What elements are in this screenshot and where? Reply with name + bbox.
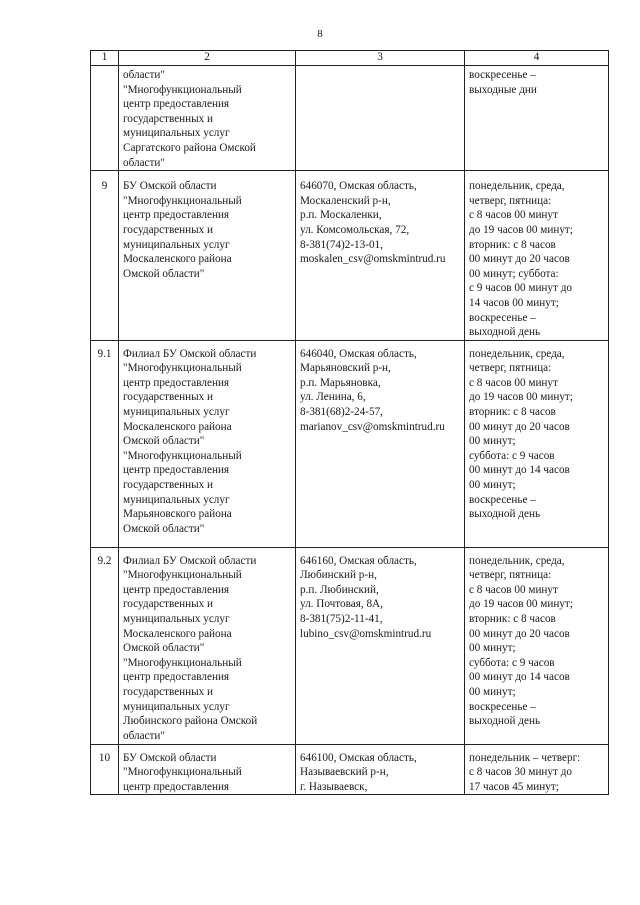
cell-line: выходной день	[469, 326, 541, 339]
row-number: 9.2	[91, 547, 119, 744]
cell-line: области"	[123, 729, 165, 742]
organization-name	[119, 66, 296, 171]
cell-line: 00 минут до 20 часов	[469, 253, 570, 266]
cell-line: Саргатского района Омской	[123, 141, 256, 154]
cell-line: "Многофункциональный	[123, 766, 242, 779]
cell-line: воскресенье –	[469, 69, 536, 81]
organization-name	[119, 744, 296, 795]
cell-line: до 19 часов 00 минут;	[469, 598, 573, 611]
cell-line: муниципальных услуг	[123, 613, 230, 626]
cell-line: Омской области"	[123, 642, 205, 655]
cell-line: 646040, Омская область,	[300, 347, 417, 360]
cell-line: 00 минут до 20 часов	[469, 420, 570, 433]
cell-line: БУ Омской области	[123, 751, 217, 764]
address-contacts	[296, 744, 465, 795]
cell-line: 00 минут;	[469, 435, 516, 448]
cell-line: с 8 часов 00 минут	[469, 583, 558, 596]
cell-line: понедельник, среда,	[469, 554, 565, 567]
cell-line: Называевский р-н,	[300, 766, 389, 779]
table-row	[91, 547, 609, 744]
cell-line: г. Называевск,	[300, 780, 368, 793]
cell-line: ул. Ленина, 6,	[300, 391, 366, 404]
cell-line: выходные дни	[469, 83, 537, 96]
cell-line: Москаленского района	[123, 253, 232, 266]
cell-line: суббота: с 9 часов	[469, 656, 555, 669]
cell-line: вторник: с 8 часов	[469, 238, 556, 251]
cell-line: р.п. Любинский,	[300, 583, 379, 596]
cell-line: государственных и	[123, 479, 214, 492]
row-number: 9	[91, 171, 119, 341]
cell-line: до 19 часов 00 минут;	[469, 391, 573, 404]
cell-line: Филиал БУ Омской области	[123, 554, 257, 567]
cell-line: р.п. Москаленки,	[300, 209, 382, 222]
working-hours	[465, 744, 609, 795]
cell-line: ул. Почтовая, 8А,	[300, 598, 383, 611]
cell-line: до 19 часов 00 минут;	[469, 223, 573, 236]
organization-name	[119, 171, 296, 341]
cell-line: Москаленский р-н,	[300, 194, 391, 207]
cell-line: 8-381(75)2-11-41,	[300, 613, 383, 626]
organization-name	[119, 547, 296, 744]
working-hours	[465, 66, 609, 171]
cell-line: муниципальных услуг	[123, 238, 230, 251]
cell-line: "Многофункциональный	[123, 656, 242, 669]
cell-line: с 8 часов 30 минут до	[469, 766, 572, 779]
cell-line: центр предоставления	[123, 209, 230, 222]
cell-line: 646070, Омская область,	[300, 180, 417, 193]
cell-line: четверг, пятница:	[469, 569, 552, 582]
cell-line: муниципальных услуг	[123, 493, 230, 506]
column-header-address: 3	[296, 51, 465, 66]
cell-line: 14 часов 00 минут;	[469, 296, 559, 309]
cell-line: муниципальных услуг	[123, 127, 230, 140]
working-hours	[465, 171, 609, 341]
cell-line: центр предоставления	[123, 671, 230, 684]
address-contacts	[296, 340, 465, 547]
address-contacts	[296, 171, 465, 341]
cell-line: lubino_csv@omskmintrud.ru	[300, 627, 432, 640]
cell-line: Любинский р-н,	[300, 569, 377, 582]
cell-line: выходной день	[469, 508, 541, 521]
row-number: 10	[91, 744, 119, 795]
organization-name	[119, 340, 296, 547]
table-header-row	[91, 51, 609, 66]
cell-line: 00 минут;	[469, 479, 516, 492]
cell-line: "Многофункциональный	[123, 569, 242, 582]
cell-line: с 8 часов 00 минут	[469, 209, 558, 222]
cell-line: "Многофункциональный	[123, 83, 242, 96]
table-row	[91, 744, 609, 795]
cell-line: центр предоставления	[123, 98, 230, 111]
cell-line: 00 минут до 14 часов	[469, 671, 570, 684]
cell-line: с 9 часов 00 минут до	[469, 282, 572, 295]
cell-line: выходной день	[469, 715, 541, 728]
cell-line: Омской области"	[123, 435, 205, 448]
cell-line: центр предоставления	[123, 464, 230, 477]
page-number: 8	[317, 28, 323, 40]
cell-line: Любинского района Омской	[123, 715, 258, 728]
cell-line: муниципальных услуг	[123, 700, 230, 713]
working-hours	[465, 547, 609, 744]
cell-line: четверг, пятница:	[469, 362, 552, 375]
address-contacts	[296, 66, 465, 171]
row-number: 9.1	[91, 340, 119, 547]
cell-line: 8-381(74)2-13-01,	[300, 238, 383, 251]
cell-line: 646160, Омская область,	[300, 554, 417, 567]
cell-line: вторник: с 8 часов	[469, 406, 556, 419]
address-contacts	[296, 547, 465, 744]
cell-line: четверг, пятница:	[469, 194, 552, 207]
cell-line: воскресенье –	[469, 311, 536, 324]
cell-line: 00 минут до 20 часов	[469, 627, 570, 640]
working-hours	[465, 340, 609, 547]
cell-line: центр предоставления	[123, 583, 230, 596]
cell-line: Омской области"	[123, 267, 205, 280]
cell-line: 8-381(68)2-24-57,	[300, 406, 383, 419]
cell-line: Марьяновский р-н,	[300, 362, 391, 375]
cell-line: Москаленского района	[123, 420, 232, 433]
cell-line: 646100, Омская область,	[300, 751, 417, 764]
cell-line: 00 минут до 14 часов	[469, 464, 570, 477]
cell-line: "Многофункциональный	[123, 449, 242, 462]
cell-line: государственных и	[123, 391, 214, 404]
cell-line: государственных и	[123, 598, 214, 611]
cell-line: понедельник, среда,	[469, 180, 565, 193]
cell-line: понедельник – четверг:	[469, 751, 581, 764]
table-row	[91, 340, 609, 547]
cell-line: воскресенье –	[469, 493, 536, 506]
cell-line: "Многофункциональный	[123, 362, 242, 375]
cell-line: moskalen_csv@omskmintrud.ru	[300, 253, 446, 266]
cell-line: государственных и	[123, 223, 214, 236]
cell-line: центр предоставления	[123, 376, 230, 389]
cell-line: государственных и	[123, 112, 214, 125]
cell-line: "Многофункциональный	[123, 194, 242, 207]
cell-line: области"	[123, 156, 165, 169]
cell-line: ул. Комсомольская, 72,	[300, 223, 410, 236]
cell-line: воскресенье –	[469, 700, 536, 713]
table-row	[91, 66, 609, 171]
row-number	[91, 66, 119, 171]
cell-line: БУ Омской области	[123, 180, 217, 193]
cell-line: области"	[123, 69, 165, 81]
cell-line: муниципальных услуг	[123, 406, 230, 419]
cell-line: 00 минут;	[469, 642, 516, 655]
cell-line: понедельник, среда,	[469, 347, 565, 360]
cell-line: Омской области"	[123, 522, 205, 535]
column-header-schedule: 4	[465, 51, 609, 66]
cell-line: Москаленского района	[123, 627, 232, 640]
cell-line: вторник: с 8 часов	[469, 613, 556, 626]
cell-line: государственных и	[123, 686, 214, 699]
cell-line: центр предоставления	[123, 780, 230, 793]
cell-line: с 8 часов 00 минут	[469, 376, 558, 389]
cell-line: суббота: с 9 часов	[469, 449, 555, 462]
column-header-organization: 2	[119, 51, 296, 66]
mfc-offices-table	[90, 50, 609, 795]
cell-line: marianov_csv@omskmintrud.ru	[300, 420, 445, 433]
column-header-number: 1	[91, 51, 119, 66]
cell-line: р.п. Марьяновка,	[300, 376, 381, 389]
cell-line: 17 часов 45 минут;	[469, 780, 559, 793]
cell-line: Филиал БУ Омской области	[123, 347, 257, 360]
table-row	[91, 171, 609, 341]
cell-line: 00 минут; суббота:	[469, 267, 559, 280]
cell-line: 00 минут;	[469, 686, 516, 699]
cell-line: Марьяновского района	[123, 508, 232, 521]
